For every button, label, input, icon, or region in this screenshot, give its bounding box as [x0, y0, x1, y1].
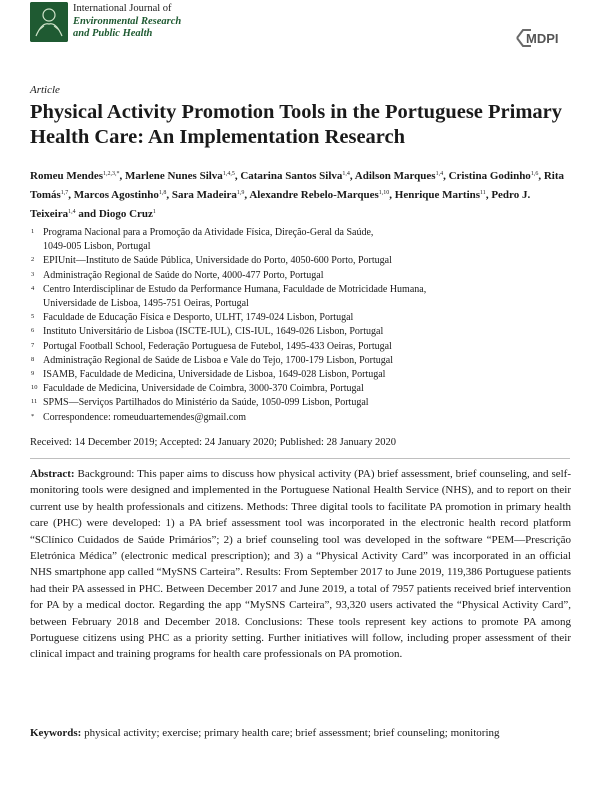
affiliation-text — [43, 340, 575, 354]
affiliation-line: SPMS—Serviços Partilhados do Ministério da Saúde, 1050-099 Lisbon, Portugal — [43, 397, 369, 409]
affiliation-number: 7 — [31, 341, 35, 349]
author-affiliation-marker: 1,7 — [60, 190, 69, 196]
affiliation-line: Centro Interdisciplinar de Estudo da Performance Humana, Faculdade de Motricidade Humana, — [43, 283, 427, 295]
author-affiliation-marker: 1,9 — [236, 190, 245, 196]
affiliation-number: 11 — [31, 398, 38, 406]
affiliation-text — [43, 382, 575, 396]
affiliation-list — [30, 226, 575, 425]
divider — [30, 458, 570, 459]
article-type: Article — [30, 84, 60, 96]
abstract-label: Abstract: — [30, 468, 75, 480]
affiliation-text — [43, 226, 575, 254]
affiliation-item — [30, 411, 575, 425]
affiliation-text — [43, 411, 575, 425]
affiliation-number: 8 — [31, 355, 35, 363]
author-affiliation-marker: 1,4 — [342, 171, 350, 177]
author-affiliation-marker: 1,4 — [68, 209, 76, 215]
affiliation-number: 6 — [31, 327, 35, 335]
author — [449, 170, 539, 182]
publisher-logo — [514, 24, 566, 52]
keywords — [30, 725, 571, 741]
author-name: Cristina Godinho — [448, 170, 531, 182]
publisher-name: MDPI — [526, 31, 559, 46]
affiliation-text — [43, 254, 575, 268]
author-name: Henrique Martins — [394, 189, 481, 201]
affiliation-number: 3 — [31, 270, 35, 278]
affiliation-line: Administração Regional de Saúde do Norte, 4000-477 Porto, Portugal — [43, 269, 324, 281]
affiliation-number: 5 — [31, 313, 35, 321]
author-affiliation-marker: 1,2,3,* — [103, 171, 120, 177]
affiliation-item — [30, 325, 575, 339]
abstract — [30, 466, 571, 663]
affiliation-text — [43, 325, 575, 339]
author — [99, 208, 156, 220]
author-name: Catarina Santos Silva — [240, 170, 343, 182]
affiliation-text — [43, 396, 575, 410]
author-name: Diogo Cruz — [98, 208, 153, 220]
author-affiliation-marker: 1,8 — [158, 190, 167, 196]
page-title: Physical Activity Promotion Tools in the Portuguese Primary Health Care: An Implementation Research — [30, 101, 563, 148]
affiliation-number: * — [31, 412, 35, 420]
author — [249, 189, 389, 201]
author-name: Pedro J. Teixeira — [30, 189, 531, 220]
affiliation-line: Programa Nacional para a Promoção da Atividade Física, Direção-Geral da Saúde, — [43, 227, 374, 238]
journal-name-line2: Environmental Research — [73, 15, 182, 27]
affiliation-line: Correspondence: romeuduartemendes@gmail.com — [43, 411, 247, 423]
affiliation-line: EPIUnit—Instituto de Saúde Pública, Universidade do Porto, 4050-600 Porto, Portugal — [43, 255, 392, 267]
affiliation-text — [43, 269, 575, 283]
affiliation-line: Portugal Football School, Federação Portuguesa de Futebol, 1495-433 Oeiras, Portugal — [43, 340, 392, 352]
author-name: Alexandre Rebelo-Marques — [249, 189, 379, 201]
author-name: Adilson Marques — [354, 170, 436, 182]
affiliation-line: ISAMB, Faculdade de Medicina, Universidade de Lisboa, 1649-028 Lisbon, Portugal — [43, 369, 386, 381]
affiliation-item — [30, 283, 575, 311]
journal-name-line1: International Journal of — [73, 3, 172, 14]
affiliation-item — [30, 311, 575, 325]
author-name: Romeu Mendes — [30, 170, 104, 182]
affiliation-item — [30, 226, 575, 254]
author-affiliation-marker: 1,4,5 — [222, 171, 235, 177]
author — [395, 189, 486, 201]
affiliation-line: 1049-005 Lisbon, Portugal — [43, 241, 151, 253]
affiliation-line: Faculdade de Medicina, Universidade de Coimbra, 3000-370 Coimbra, Portugal — [43, 383, 364, 395]
author-affiliation-marker: 1 — [152, 209, 156, 215]
keywords-text: physical activity; exercise; primary health care; brief assessment; brief counseling; monitoring — [84, 727, 500, 739]
author-list: Romeu Mendes$^{1,2,3,*}$, Marlene Nunes Silva$^{1,4,5}$, Catarina Santos Silva$^{1,4}$, Adilson Marques$^{1,4}$, Cristina Godinho$^{1,6}$, Rita Tomás$^{1,7}$, Marcos Agostinho$^{1,8}$, Sara Madeira$^{1,9}$, Alexandre Rebelo-Marques$^{1,10}$, Henrique Martins$^{11}$, Pedro J. Teixeira$^{1,4}$ and Diogo Cruz$^1$ — [30, 170, 564, 220]
keywords-label: Keywords: — [30, 727, 82, 739]
journal-name — [73, 3, 181, 41]
affiliation-item — [30, 269, 575, 283]
affiliation-line: Faculdade de Educação Física e Desporto, ULHT, 1749-024 Lisbon, Portugal — [43, 312, 354, 324]
affiliation-item — [30, 368, 575, 382]
affiliation-item — [30, 382, 575, 396]
author-name: Marlene Nunes Silva — [125, 170, 223, 182]
affiliation-item — [30, 254, 575, 268]
author-name: Rita Tomás — [30, 170, 564, 201]
affiliation-line: Universidade de Lisboa, 1495-751 Oeiras, Portugal — [43, 298, 249, 310]
author-name: Sara Madeira — [171, 189, 237, 201]
author-affiliation-marker: 11 — [480, 190, 486, 196]
author-affiliation-marker: 1,10 — [378, 190, 390, 196]
affiliation-text — [43, 311, 575, 325]
affiliation-line: Instituto Universitário de Lisboa (ISCTE-IUL), CIS-IUL, 1649-026 Lisbon, Portugal — [43, 326, 384, 338]
affiliation-line: Administração Regional de Saúde de Lisboa e Vale do Tejo, 1700-179 Lisbon, Portugal — [43, 354, 393, 366]
publication-dates: Received: 14 December 2019; Accepted: 24 January 2020; Published: 28 January 2020 — [30, 437, 396, 448]
affiliation-number: 4 — [31, 284, 35, 292]
affiliation-item — [30, 396, 575, 410]
author — [172, 189, 245, 201]
affiliation-number: 10 — [31, 384, 38, 392]
author — [125, 170, 235, 182]
author — [30, 170, 120, 182]
affiliation-number: 1 — [31, 228, 35, 235]
author-name: Marcos Agostinho — [73, 189, 159, 201]
journal-logo — [30, 2, 68, 42]
affiliation-number: 2 — [31, 256, 35, 264]
author-affiliation-marker: 1,6 — [530, 171, 539, 177]
journal-header — [30, 0, 570, 70]
author-affiliation-marker: 1,4 — [435, 171, 444, 177]
affiliation-item — [30, 354, 575, 368]
abstract-text: Background: This paper aims to discuss how physical activity (PA) brief assessment, brief counseling, and self-monitoring tools were designed and implemented in the Portuguese National Health Service (NHS), and to report on their current use by health professionals and citizens. Methods: Three digital tools to facilitate PA promotion in primary health care (PHC) were developed: 1) a PA brief assessment tool was incorporated in the electronic health record platform “SClínico Cuidados de Saúde Primários”; 2) a brief counseling tool was developed in the software “PEM—Prescrição Eletrónica Médica” (electronic medical prescription); and 3) a “Physical Activity Card” was incorporated in an official NHS smartphone app called “MySNS Carteira”. Results: From September 2017 to June 2019, 119,386 Portuguese patients had their PA assessed in PHC. Between December 2017 and June 2019, a total of 7957 patients received brief intervention for PA by a medical doctor. Regarding the app “MySNS Carteira”, 93,320 users activated the “Physical Activity Card”, between February 2018 and December 2018. Conclusions: These tools represent key actions to promote PA among Portuguese citizens using PHC as a priority setting. Further initiatives will follow, including proper assessment of their clinical impact and training programs for health care professionals on PA promotion. — [30, 468, 571, 661]
affiliation-text — [43, 368, 575, 382]
journal-name-line3: and Public Health — [73, 28, 153, 39]
affiliation-text — [43, 283, 575, 311]
affiliation-number: 9 — [31, 370, 35, 378]
affiliation-text — [43, 354, 575, 368]
author — [355, 170, 443, 182]
affiliation-item — [30, 340, 575, 354]
author — [240, 170, 350, 182]
author — [74, 189, 167, 201]
